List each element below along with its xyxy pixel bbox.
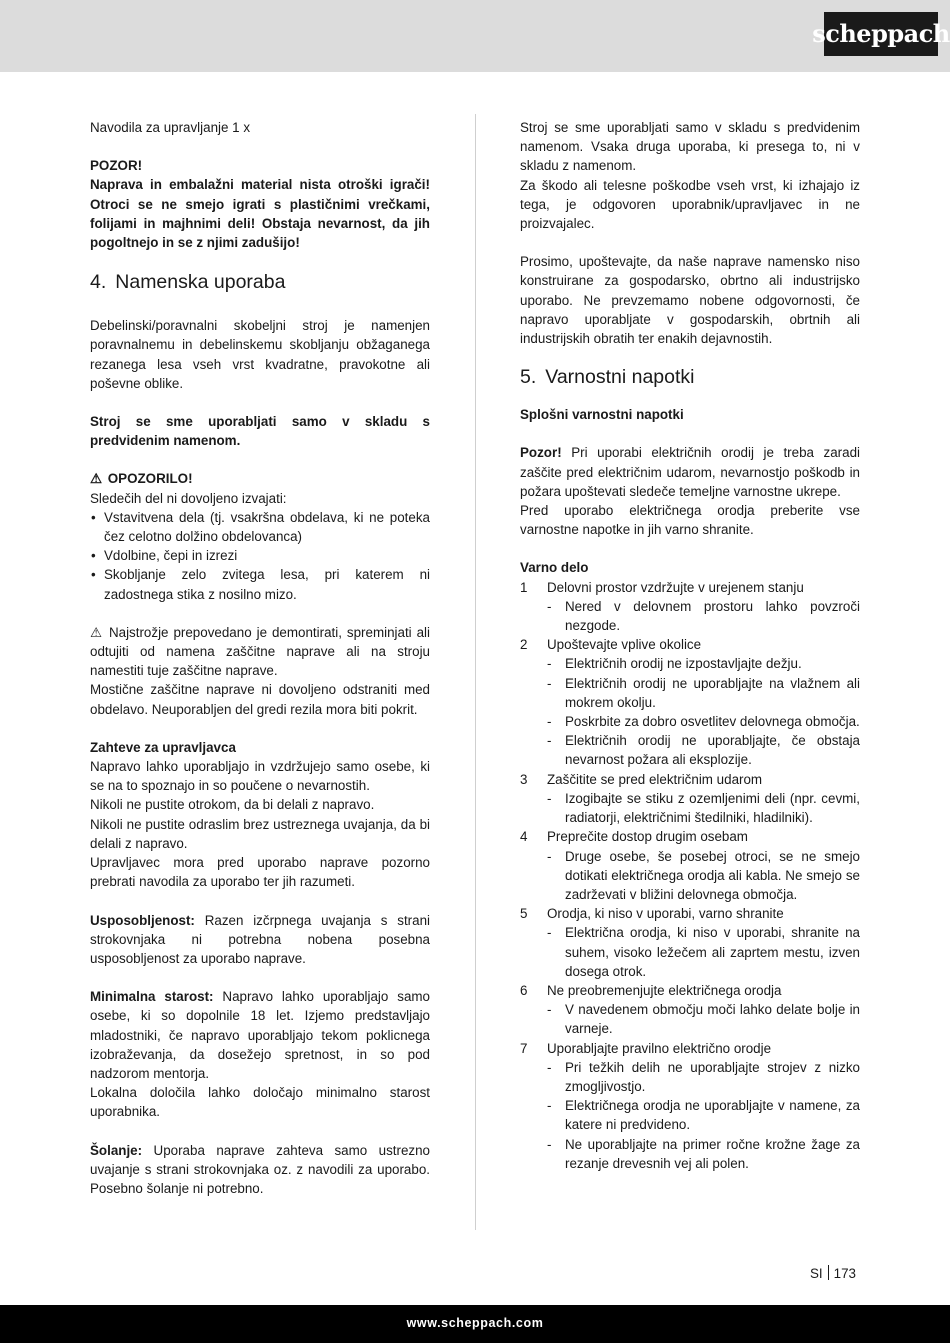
item-text: Zaščitite se pred električnim udarom [547,771,763,787]
dash-marker: - [547,733,552,749]
qualification-paragraph [90,911,430,969]
numbered-item [520,827,860,846]
operator-requirements-title: Zahteve za upravljavca [90,739,236,755]
scheppach-logo [812,12,950,56]
dash-marker: - [547,1098,552,1114]
page-separator [828,1265,829,1280]
warning-title: OPOZORILO! [107,471,193,487]
language-code: SI [810,1266,823,1281]
logo-text: scheppach [812,19,950,49]
dash-marker: - [547,1059,552,1075]
sub-item [520,1000,860,1038]
section-title: Varnostni napotki [545,366,695,389]
intended-use-note: Stroj se sme uporabljati samo v skladu s predvidenim namenom. [90,414,430,449]
dash-marker: - [547,1136,552,1152]
item-text: Uporabljajte pravilno električno orodje [547,1040,772,1056]
sub-item-text: Nered v delovnem prostoru lahko povzroči nezgode. [565,598,860,634]
warning-triangle-icon: ⚠ [90,624,103,640]
training-label: Šolanje: [90,1142,143,1158]
item-text: Delovni prostor vzdržujte v urejenem stanju [547,579,804,595]
item-text: Ne preobremenjujte električnega orodja [547,982,782,998]
numbered-item [520,904,860,923]
operator-paragraph: Nikoli ne pustite otrokom, da bi delali z napravo. [90,797,375,813]
caution-text: Naprava in embalažni material nista otroški igrači! Otroci se ne smejo igrati s plastičnimi vrečkami, folijami in majhnimi deli! Obstaja nevarnost, da jih pogoltnejo in se z njimi zadušijo! [90,177,430,251]
read-instructions-paragraph: Pred uporabo električnega orodja preberite vse varnostne napotke in jih varno shranite. [520,503,860,538]
intended-use-paragraph: Stroj se sme uporabljati samo v skladu s predvidenim namenom. Vsaka druga uporaba, ki presega to, ni v skladu z namenom. [520,120,860,174]
pozor-text: Pri uporabi električnih orodij je treba zaradi zaščite pred električnim udarom, nevarnostjo poškodb in požara upoštevati sledeče temeljne varnostne ukrepe. [520,445,860,499]
pozor-paragraph [520,443,860,501]
purpose-paragraph: Debelinski/poravnalni skobeljni stroj je namenjen poravnalnemu in debelinskemu skobljanju obžaganega rezanega lesa vseh vrst kvadratne, pravokotne ali poševne oblike. [90,318,430,391]
footer-bar [0,1305,950,1343]
item-text: Orodja, ki niso v uporabi, varno shranite [547,906,784,922]
list-item: • Vstavitvena dela (tj. vsakršna obdelava, ki ne poteka čez celotno dolžino obdelovanca) [90,508,430,546]
minimum-age-paragraph [90,987,430,1083]
item-text: Upoštevajte vplive okolice [547,637,702,653]
sub-item [520,654,860,673]
bridge-guard-paragraph: Mostične zaščitne naprave ni dovoljeno odstraniti med obdelavo. Neuporabljen del gredi rezila mora biti pokrit. [90,682,430,717]
item-number: 4 [520,829,528,845]
numbered-item [520,981,860,1000]
right-column [520,118,860,1173]
sub-item [520,674,860,712]
minimum-age-text: Napravo lahko uporabljajo samo osebe, ki so dopolnile 18 let. Izjemo predstavljajo mladostniki, če napravo uporabljajo tekom poklicnega izobraževanja, da dosežejo spretnost, in so pod nadzorom mentorja. [90,989,430,1081]
sub-item [520,789,860,827]
prohibition-paragraph [90,623,430,681]
pozor-label: Pozor! [520,445,562,461]
sub-item [520,847,860,905]
numbered-item [520,635,860,654]
operator-paragraph: Upravljavec mora pred uporabo naprave pozorno prebrati navodila za uporabo ter jih razumeti. [90,855,430,890]
sub-item-text: Električnega orodja ne uporabljajte v namene, za katere ni predvideno. [565,1098,860,1133]
sub-item [520,712,860,731]
sub-item-text: Električnih orodij ne izpostavljajte dežju. [565,656,802,672]
website-url: www.scheppach.com [406,1316,544,1331]
item-number: 6 [520,982,528,998]
warning-heading [90,469,430,488]
sub-item-text: Električnih orodij ne uporabljajte, če obstaja nevarnost požara ali eksplozije. [565,733,860,768]
column-divider [475,114,476,1230]
section-number: 4. [90,271,107,294]
dash-marker: - [547,675,552,691]
page-number-value: 173 [833,1266,856,1281]
item-number: 2 [520,637,528,653]
sub-item-text: Ne uporabljajte na primer ročne krožne žage za rezanje drevesnih vej ali polen. [565,1136,860,1171]
numbered-item [520,1039,860,1058]
warning-triangle-icon: ⚠ [90,471,103,487]
warning-list [90,508,430,604]
prohibition-text: Najstrožje prepovedano je demontirati, spreminjati ali odtujiti od namena zaščitne naprave ali na stroju namestiti tuje zaščitne naprave. [90,624,430,679]
sub-item-text: Izogibajte se stiku z ozemljenimi deli (npr. cevmi, radiatorji, električnimi štedilniki, hladilniki). [565,790,860,826]
general-safety-title: Splošni varnostni napotki [520,407,684,423]
page-number [810,1264,856,1283]
item-number: 7 [520,1040,528,1056]
dash-marker: - [547,925,552,941]
dash-marker: - [547,656,552,672]
sub-item-text: V navedenem območju moči lahko delate bolje in varneje. [565,1002,860,1037]
sub-item [520,1135,860,1173]
sub-item [520,597,860,635]
sub-item-text: Poskrbite za dobro osvetlitev delovnega območja. [565,714,860,730]
sub-item-text: Pri težkih delih ne uporabljajte strojev z nizko zmogljivostjo. [565,1059,860,1094]
warning-intro: Sledečih del ni dovoljeno izvajati: [90,490,287,506]
dash-marker: - [547,714,552,730]
sub-item [520,923,860,981]
list-item: • Skobljanje zelo zvitega lesa, pri katerem ni zadostnega stika z nosilno mizo. [90,565,430,603]
dash-marker: - [547,598,552,614]
section-number: 5. [520,366,537,389]
item-text: Preprečite dostop drugim osebam [547,829,748,845]
qualification-text: Razen izčrpnega uvajanja s strani strokovnjaka ni potrebna nobena posebna usposobljenost za uporabo naprave. [90,912,430,966]
left-column [90,118,430,1198]
minimum-age-label: Minimalna starost: [90,989,214,1005]
sub-item-text: Električna orodja, ki niso v uporabi, shranite na suhem, visoko ležečem ali zaprtem mestu, izven dosega otrok. [565,925,860,979]
safe-work-title: Varno delo [520,560,589,576]
section-5-heading [520,364,860,390]
commercial-use-paragraph: Prosimo, upoštevajte, da naše naprave namensko niso konstruirane za gospodarsko, obrtno ali industrijsko uporabo. Ne prevzemamo nobene odgovornosti, če napravo uporabljate v gospodarskih, obrtnih ali industrijskih obratih ter enakih dejavnostih. [520,254,860,347]
operator-paragraph: Napravo lahko uporabljajo in vzdržujejo samo osebe, ki se na to spoznajo in so poučene o nevarnostih. [90,759,430,794]
header-bar [0,0,950,72]
item-number: 3 [520,771,528,787]
caution-title: POZOR! [90,158,143,174]
item-number: 1 [520,579,528,595]
list-item: • Vdolbine, čepi in izrezi [90,546,430,565]
training-paragraph [90,1141,430,1199]
qualification-label: Usposobljenost: [90,912,195,928]
sub-item [520,1096,860,1134]
training-text: Uporaba naprave zahteva samo ustrezno uvajanje s strani strokovnjaka oz. z navodili za uporabo. Posebno šolanje ni potrebno. [90,1142,430,1196]
local-regulations-paragraph: Lokalna določila lahko določajo minimalno starost uporabnika. [90,1085,430,1120]
numbered-item [520,578,860,597]
sub-item-text: Električnih orodij ne uporabljajte na vlažnem ali mokrem okolju. [565,675,860,710]
liability-paragraph: Za škodo ali telesne poškodbe vseh vrst, ki izhajajo iz tega, je odgovoren uporabnik/upravljavec in ne proizvajalec. [520,177,860,232]
dash-marker: - [547,1002,552,1018]
numbered-item [520,770,860,789]
intro-text: Navodila za upravljanje 1 x [90,120,251,135]
operator-paragraph: Nikoli ne pustite odraslim brez ustreznega uvajanja, da bi delali z napravo. [90,816,430,851]
sub-item [520,1058,860,1096]
dash-marker: - [547,848,552,864]
sub-item [520,731,860,769]
item-number: 5 [520,906,528,922]
section-title: Namenska uporaba [115,271,286,294]
safe-work-list [520,578,860,1173]
dash-marker: - [547,790,552,806]
section-4-heading [90,269,430,295]
sub-item-text: Druge osebe, še posebej otroci, se ne smejo dotikati električnega orodja ali kabla. Ne smejo se zadrževati v bližini delovnega območja. [565,848,860,902]
